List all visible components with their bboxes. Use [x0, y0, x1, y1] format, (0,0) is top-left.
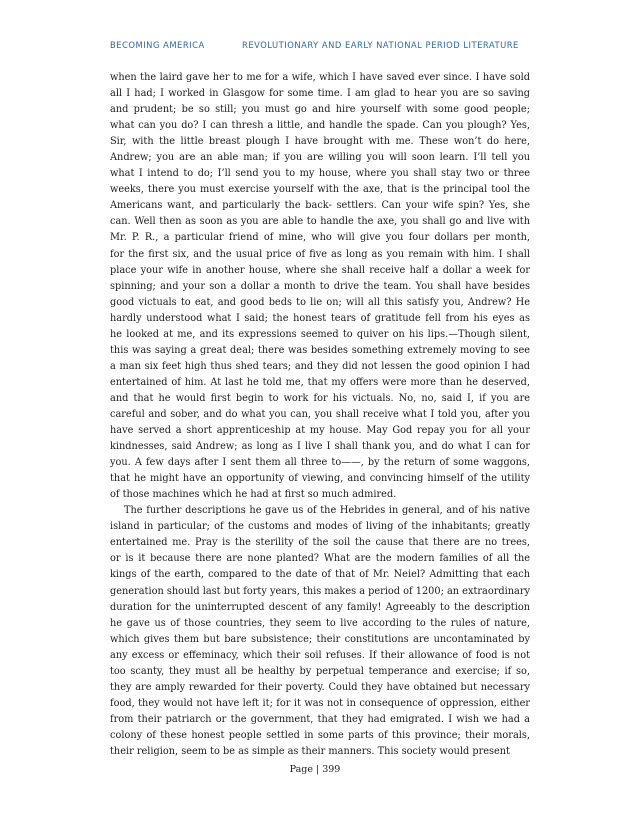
text-line: of those machines which he had at first so much admired.	[110, 489, 397, 501]
text-line: The further descriptions he gave us of the Hebrides in general, and of his native	[124, 505, 530, 517]
text-line: and that he would first begin to work for his victuals. No, no, said I, if you are	[110, 392, 530, 404]
text-line: island in particular; of the customs and modes of living of the inhabitants; greatly	[110, 521, 530, 533]
paragraph	[110, 503, 530, 760]
text-line: careful and sober, and do what you can, you shall receive what I told you, after you	[110, 408, 530, 420]
text-line: which gives them but bare subsistence; their constitutions are uncontaminated by	[110, 633, 530, 645]
text-line: any excess or effeminacy, which their soil refuses. If their allowance of food is not	[110, 649, 530, 661]
text-line: entertained of him. At last he told me, that my offers were more than he deserved,	[110, 376, 530, 388]
text-line: all I had; I worked in Glasgow for some time. I am glad to hear you are so saving	[110, 88, 530, 100]
text-line: kindnesses, said Andrew; as long as I live I shall thank you, and do what I can for	[110, 441, 530, 453]
text-line: colony of these honest people settled in some parts of this province; their morals,	[110, 729, 530, 741]
text-line: spinning; and your son a dollar a month to drive the team. You shall have besides	[110, 280, 530, 292]
text-line: weeks, there you must exercise yourself with the axe, that is the principal tool the	[110, 184, 530, 196]
text-line: Mr. P. R., a particular friend of mine, who will give you four dollars per month,	[110, 232, 530, 244]
text-line: generation should last but forty years, this makes a period of 1200; an extraordinary	[110, 585, 530, 597]
text-line: he looked at me, and its expressions seemed to quiver on his lips.—Though silent,	[110, 328, 530, 340]
book-title: BECOMING AMERICA	[110, 40, 205, 50]
text-line: their religion, seem to be as simple as their manners. This society would present	[110, 745, 510, 757]
text-line: a man six feet high thus shed tears; and they did not lessen the good opinion I had	[110, 360, 530, 372]
text-line: food, they would not have left it; for it was not in consequence of oppression, either	[110, 697, 530, 709]
text-line: have served a short apprenticeship at my house. May God repay you for all your	[110, 425, 530, 437]
text-line: he gave us of those countries, they seem to live according to the rules of nature,	[110, 617, 530, 629]
text-line: duration for the uninterrupted descent of any family! Agreeably to the description	[110, 601, 530, 613]
text-line: entertained me. Pray is the sterility of the soil the cause that there are no trees,	[110, 537, 530, 549]
text-line: Americans want, and particularly the back- settlers. Can your wife spin? Yes, she	[110, 200, 530, 212]
text-line: hardly understood what I said; the honest tears of gratitude fell from his eyes as	[110, 312, 530, 324]
paragraph	[110, 70, 530, 503]
page-number: Page | 399	[289, 764, 341, 775]
text-line: can. Well then as soon as you are able to handle the axe, you shall go and live with	[110, 216, 530, 228]
text-line: you. A few days after I sent them all three to——, by the return of some waggons,	[110, 457, 530, 469]
text-line: kings of the earth, compared to the date of that of Mr. Neiel? Admitting that each	[110, 569, 530, 581]
text-line: this was saying a great deal; there was besides something extremely moving to see	[110, 344, 530, 356]
text-line: too scanty, they must all be healthy by perpetual temperance and exercise; if so,	[110, 665, 530, 677]
text-line: when the laird gave her to me for a wife, which I have saved ever since. I have sold	[110, 72, 530, 83]
text-line: or is it because there are none planted? What are the modern families of all the	[110, 553, 530, 565]
text-line: they are amply rewarded for their poverty. Could they have obtained but necessary	[110, 681, 530, 693]
text-line: good victuals to eat, and good beds to lie on; will all this satisfy you, Andrew? He	[110, 296, 530, 308]
section-title: REVOLUTIONARY AND EARLY NATIONAL PERIOD LITERATURE	[242, 40, 519, 50]
text-line: Andrew; you are an able man; if you are willing you will soon learn. I’ll tell you	[110, 152, 530, 164]
text-line: what I intend to do; I’ll send you to my house, where you shall stay two or three	[110, 168, 530, 180]
text-line: that he might have an opportunity of viewing, and convincing himself of the utility	[110, 473, 530, 485]
body-text	[110, 70, 530, 760]
text-line: and prudent; be so still; you must go and hire yourself with some good people;	[110, 104, 530, 116]
text-line: place your wife in another house, where she shall receive half a dollar a week for	[110, 264, 530, 276]
text-line: for the first six, and the usual price of five as long as you remain with him. I shall	[110, 248, 530, 260]
running-header	[110, 40, 530, 54]
text-line: from their patriarch or the government, that they had emigrated. I wish we had a	[110, 713, 530, 725]
text-line: Sir, with the little breast plough I have brought with me. These won’t do here,	[110, 136, 530, 148]
text-line: what can you do? I can thresh a little, and handle the spade. Can you plough? Yes,	[110, 120, 530, 132]
